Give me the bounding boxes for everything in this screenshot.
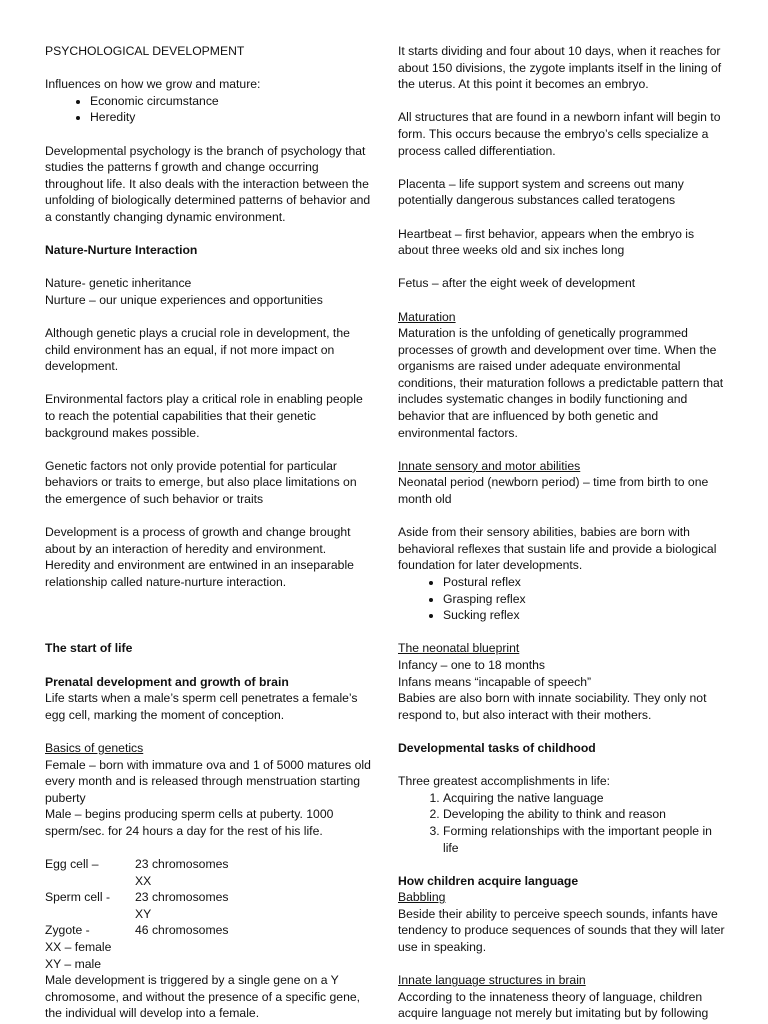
structures-paragraph: All structures that are found in a newborn infant will begin to form. This occurs because the embryo’s cells specialize a process called differentiation. [398, 110, 721, 158]
basics-genetics-heading: Basics of genetics [45, 740, 144, 755]
innate-language-paragraph: According to the innateness theory of language, children acquire language not merely but imitating but by following [398, 989, 709, 1021]
dividing-paragraph: It starts dividing and four about 10 days, when it reaches for about 150 divisions, the zygote implants itself in the lining of the uterus. At this point it becomes an embryo. [398, 44, 722, 92]
egg-cell-xx: XX [135, 873, 152, 888]
list-item: • Postural reflex [443, 574, 726, 591]
nature-nurture-heading: Nature-Nurture Interaction [45, 243, 198, 258]
babbling-paragraph: Beside their ability to perceive speech sounds, infants have tendency to produce sequences of sounds that they will later use in speaking. [398, 906, 725, 955]
document-title: PSYCHOLOGICAL DEVELOPMENT [45, 44, 245, 58]
egg-cell-row [45, 856, 373, 873]
nurture-definition: Nurture – our unique experiences and opportunities [45, 292, 323, 307]
innate-language-heading: Innate language structures in brain [398, 973, 586, 988]
male-development-paragraph: Male development is triggered by a single gene on a Y chromosome, and without the presence of a specific gene, the individual will develop into a female. [45, 973, 361, 1021]
zygote-value: 46 chromosomes [135, 923, 229, 938]
list-item: • Sucking reflex [443, 607, 726, 624]
dev-psych-paragraph: Developmental psychology is the branch of psychology that studies the patterns f growth and change occurring throughout life. It also deals with the interaction between the unfolding of biologically determined patterns of behavior and a constantly changing dynamic environment. [45, 143, 371, 224]
xy-male: XY – male [45, 956, 102, 971]
language-heading: How children acquire language [398, 873, 579, 888]
sperm-cell-label: Sperm cell - [45, 890, 111, 905]
list-item: • Grasping reflex [443, 591, 726, 608]
reflexes-list [398, 574, 726, 624]
innate-abilities-heading: Innate sensory and motor abilities [398, 458, 581, 473]
list-item: 3. Forming relationships with the important people in life [443, 823, 726, 856]
prenatal-paragraph: Life starts when a male’s sperm cell penetrates a female’s egg cell, marking the moment of conception. [45, 691, 358, 722]
sperm-cell-row [45, 889, 373, 906]
heartbeat-paragraph: Heartbeat – first behavior, appears when the embryo is about three weeks old and six inches long [398, 226, 695, 258]
zygote-row [45, 922, 373, 939]
list-item: • Heredity [90, 109, 373, 126]
placenta-paragraph: Placenta – life support system and screens out many potentially dangerous substances called teratogens [398, 176, 684, 208]
sperm-cell-xy: XY [135, 906, 152, 921]
maturation-paragraph: Maturation is the unfolding of genetically programmed processes of growth and development over time. When the organisms are raised under adequate environmental conditions, their maturation follows a predictable pattern that includes systematic changes in bodily functioning and behavior that are influenced by both genetic and environmental factors. [398, 326, 724, 440]
neonatal-period-paragraph: Neonatal period (newborn period) – time from birth to one month old [398, 475, 709, 507]
infans-line: Infans means “incapable of speech” [398, 674, 592, 689]
list-item: 2. Developing the ability to think and reason [443, 806, 726, 823]
babbling-heading: Babbling [398, 890, 446, 905]
maturation-heading: Maturation [398, 309, 456, 324]
genetic-factors-paragraph: Genetic factors not only provide potential for particular behaviors or traits to emerge, but also place limitations on the emergence of such behavior or traits [45, 458, 357, 507]
xx-female: XX – female [45, 940, 112, 955]
sperm-cell-value: 23 chromosomes [135, 890, 229, 905]
influences-intro: Influences on how we grow and mature: [45, 77, 261, 92]
right-column [398, 43, 726, 1022]
aside-paragraph: Aside from their sensory abilities, babies are born with behavioral reflexes that sustain life and provide a biological foundation for later developments. [398, 525, 717, 573]
list-item: 1. Acquiring the native language [443, 790, 726, 807]
accomplishments-list [398, 790, 726, 856]
nature-definition: Nature- genetic inheritance [45, 276, 192, 291]
genetic-role-paragraph: Although genetic plays a crucial role in development, the child environment has an equal, if not more impact on development. [45, 326, 350, 374]
sociability-paragraph: Babies are also born with innate sociability. They only not respond to, but also interact with their mothers. [398, 691, 707, 722]
accomplishments-intro: Three greatest accomplishments in life: [398, 774, 611, 789]
female-paragraph: Female – born with immature ova and 1 of 5000 matures old every month and is released through menstruation starting puberty [45, 757, 371, 805]
zygote-label: Zygote - [45, 923, 90, 938]
development-paragraph: Development is a process of growth and change brought about by an interaction of heredity and environment. Heredity and environment are entwined in an inseparable relationship called nature-nurture interaction. [45, 525, 354, 589]
infancy-line: Infancy – one to 18 months [398, 657, 546, 672]
egg-cell-value: 23 chromosomes [135, 857, 229, 872]
prenatal-heading: Prenatal development and growth of brain [45, 674, 289, 689]
list-item: • Economic circumstance [90, 93, 373, 110]
environmental-factors-paragraph: Environmental factors play a critical role in enabling people to reach the potential capabilities that their genetic background makes possible. [45, 392, 363, 440]
developmental-tasks-heading: Developmental tasks of childhood [398, 740, 596, 755]
left-column [45, 43, 373, 1022]
egg-cell-label: Egg cell – [45, 857, 99, 872]
fetus-paragraph: Fetus – after the eight week of development [398, 276, 636, 291]
start-of-life-heading: The start of life [45, 641, 133, 656]
male-paragraph: Male – begins producing sperm cells at puberty. 1000 sperm/sec. for 24 hours a day for the rest of his life. [45, 807, 334, 838]
influences-list [45, 93, 373, 126]
neonatal-blueprint-heading: The neonatal blueprint [398, 641, 520, 656]
